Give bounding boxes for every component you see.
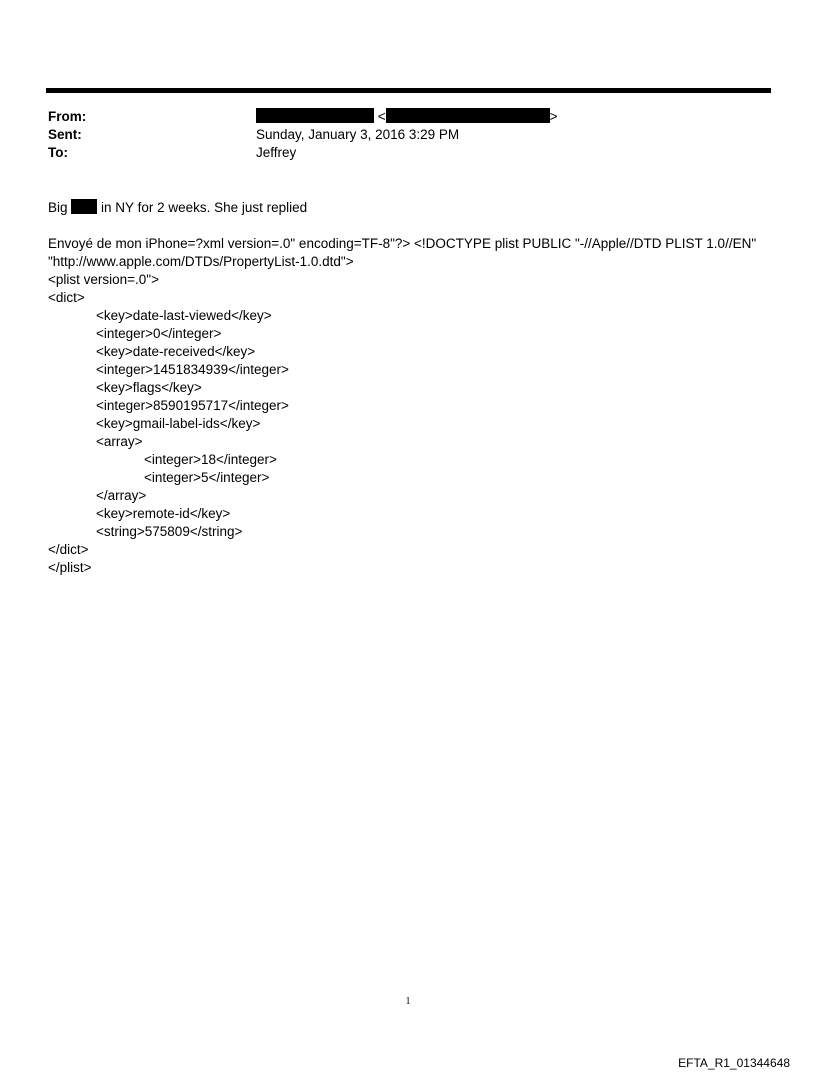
from-label: From: (48, 109, 87, 124)
body-line: <key>flags</key> (96, 380, 202, 395)
body-line: <array> (96, 434, 143, 449)
body-line: <key>gmail-label-ids</key> (96, 416, 261, 431)
from-close-bracket: > (549, 109, 558, 124)
body-line: <string>575809</string> (96, 524, 243, 539)
header-rule (46, 88, 771, 93)
body-line: <plist version=.0"> (48, 272, 159, 287)
body-line: <integer>5</integer> (144, 470, 270, 485)
to-label: To: (48, 145, 68, 160)
from-value (256, 108, 558, 126)
body-line: <key>date-last-viewed</key> (96, 308, 272, 323)
body-line: </array> (96, 488, 147, 503)
body-line: </dict> (48, 542, 89, 557)
body-line: </plist> (48, 560, 92, 575)
message-text-start: Big (48, 200, 68, 215)
message-first-line (48, 199, 307, 217)
from-open-bracket: < (377, 109, 386, 124)
body-line: <key>remote-id</key> (96, 506, 231, 521)
body-line: <integer>1451834939</integer> (96, 362, 289, 377)
redaction-block (256, 108, 374, 123)
body-line: "http://www.apple.com/DTDs/PropertyList-1.0.dtd"> (48, 254, 354, 269)
to-value: Jeffrey (256, 145, 297, 160)
body-line: <integer>0</integer> (96, 326, 222, 341)
sent-value: Sunday, January 3, 2016 3:29 PM (256, 127, 460, 142)
body-line: <integer>18</integer> (144, 452, 277, 467)
message-text-end: in NY for 2 weeks. She just replied (101, 200, 308, 215)
sent-label: Sent: (48, 127, 82, 142)
body-line: <key>date-received</key> (96, 344, 256, 359)
redaction-block (386, 108, 550, 123)
page-number: 1 (405, 996, 411, 1007)
document-id: EFTA_R1_01344648 (678, 1056, 790, 1070)
body-line: <dict> (48, 290, 85, 305)
body-line: Envoyé de mon iPhone=?xml version=.0" encoding=TF-8"?> <!DOCTYPE plist PUBLIC "-//Apple//DTD PLIST 1.0//EN" (48, 236, 757, 251)
redaction-block (71, 199, 97, 214)
body-line: <integer>8590195717</integer> (96, 398, 289, 413)
